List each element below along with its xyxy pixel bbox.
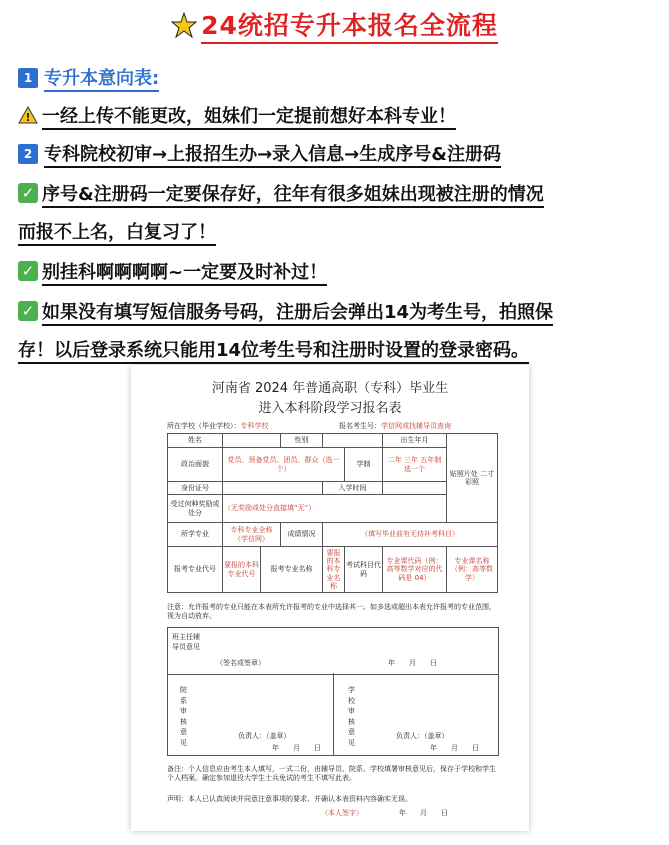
check-icon: ✓ <box>18 261 38 281</box>
line-process: 2 专科院校初审→上报招生办→录入信息→生成序号&注册码 <box>18 140 501 166</box>
line-intent-form: 1 专升本意向表: <box>18 64 159 90</box>
check-icon: ✓ <box>18 183 38 203</box>
self-signature: （本人签字） <box>321 809 363 817</box>
sparkle-star-icon <box>171 12 197 38</box>
form-title-1: 河南省 2024 年普通高职（专科）毕业生 <box>211 381 449 396</box>
line-warning: ! 一经上传不能更改，姐妹们一定提前想好本科专业！ <box>18 102 456 128</box>
school-label: 所在学校（毕业学校）：专科学校 <box>167 422 269 430</box>
signature-date: 年 月 日 <box>399 809 448 817</box>
form-title-2: 进入本科阶段学习报名表 <box>258 401 402 416</box>
page-title: 24统招专升本报名全流程 <box>0 6 669 42</box>
number-2-icon: 2 <box>18 144 38 164</box>
exam-no-label: 报名考生号：学信网或找辅导员查询 <box>339 422 451 430</box>
form-statement: 声明：本人已认真阅读并同意注意事项的要求，并确认本表资料内容确实无误。 <box>167 795 412 803</box>
registration-form-image <box>131 365 529 831</box>
line-sms-cont: 存！以后登录系统只能用14位考生号和注册时设置的登录密码。 <box>18 336 529 362</box>
check-icon: ✓ <box>18 301 38 321</box>
line-save-code-cont: 而报不上名，白复习了！ <box>18 218 216 244</box>
counselor-box: 班主任辅导员意见 （签名或签章） 年 月 日 <box>167 627 499 675</box>
svg-text:!: ! <box>25 111 31 124</box>
line-failing: ✓ 别挂科啊啊啊啊~一定要及时补过！ <box>18 258 327 284</box>
form-table: 姓名 性别 出生年月 贴照片处 二寸彩照 政治面貌 党员、预备党员、团员、群众（选一个） 学制 二年 三年 五年制 选一个 身份证号 入学时间 受过何种奖励或处分 （无奖励或处分直接填“无”） 所学专业 专科专业全称（学信网） 成绩情况 （填写毕业前有无待补考科目） 报考专业代号 要报的本科专业代号 报考专业名称 要报的本科专业名称 考试科目代码 专业课代码（例：高等数学对应的代码是 04） 专业课名称（例：高等数学） <box>167 433 498 593</box>
line-sms: ✓ 如果没有填写短信服务号码，注册后会弹出14为考生号，拍照保 <box>18 298 553 324</box>
form-remark: 备注：个人信息应由考生本人填写，一式二份，由辅导员、院系、学校填署审核意见后，保存于学校和学生个人档案。确定参加退役大学生士兵免试的考生不填写此表。 <box>167 765 496 783</box>
form-note: 注意：允许报考的专业只能在本表所允许报考的专业中选择其一。如多选或超出本表允许报考的专业范围，视为自动放弃。 <box>167 603 496 621</box>
warning-icon <box>18 106 38 124</box>
line-save-code: ✓ 序号&注册码一定要保存好，往年有很多姐妹出现被注册的情况 <box>18 180 544 206</box>
number-1-icon: 1 <box>18 68 38 88</box>
review-box: 院系审核意见 学校审核意见 负责人：（盖章） 年 月 日 负责人：（盖章） 年 月 日 <box>167 673 499 756</box>
